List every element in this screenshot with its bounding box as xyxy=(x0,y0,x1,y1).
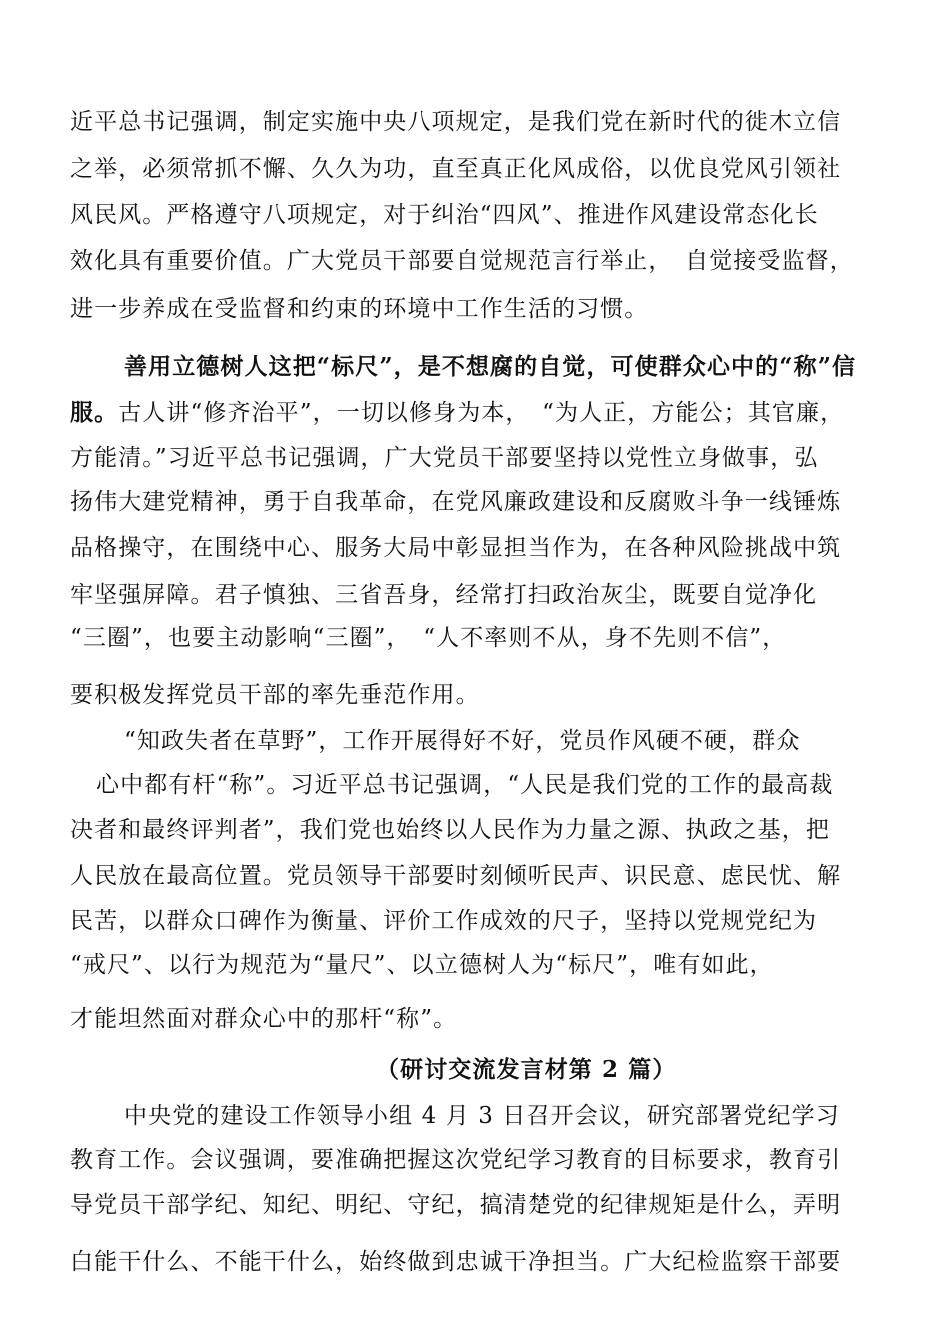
paragraph-line: 心中都有杆“称”。习近平总书记强调，“人民是我们党的工作的最高裁 xyxy=(96,772,834,798)
paragraph-line: “三圈”，也要主动影响“三圈”， “人不率则不从，身不先则不信”， xyxy=(70,625,787,651)
paragraph-line: 导党员干部学纪、知纪、明纪、守纪，搞清楚党的纪律规矩是什么，弄明 xyxy=(70,1192,842,1218)
paragraph-line: 效化具有重要价值。广大党员干部要自觉规范言行举止， 自觉接受监督， xyxy=(70,248,854,274)
paragraph-line: 民苦，以群众口碑作为衡量、评价工作成效的尺子，坚持以党规党纪为 xyxy=(70,908,818,934)
paragraph-line: 近平总书记强调，制定实施中央八项规定，是我们党在新时代的徙木立信 xyxy=(70,109,842,135)
paragraph-line: 方能清。”习近平总书记强调，广大党员干部要坚持以党性立身做事，弘 xyxy=(70,445,819,471)
paragraph-line: 白能干什么、不能干什么，始终做到忠诚干净担当。广大纪检监察干部要 xyxy=(70,1249,842,1275)
paragraph-line: “知政失者在草野”，工作开展得好不好，党员作风硬不硬，群众 xyxy=(124,728,801,754)
paragraph-line: 教育工作。会议强调，要准确把握这次党纪学习教育的目标要求，教育引 xyxy=(70,1147,842,1173)
paragraph-line: 牢坚强屏障。君子慎独、三省吾身，经常打扫政治灰尘，既要自觉净化 xyxy=(70,582,818,608)
paragraph-line-mixed xyxy=(70,398,844,428)
paragraph-line: 古人讲“修齐治平”，一切以修身为本， “为人正，方能公；其官廉， xyxy=(118,400,845,426)
paragraph-line: 进一步养成在受监督和约束的环境中工作生活的习惯。 xyxy=(70,296,649,322)
paragraph-line: 之举，必须常抓不懈、久久为功，直至真正化风成俗，以优良党风引领社 xyxy=(70,156,842,182)
paragraph-line: 风民风。严格遵守八项规定，对于纠治“四风”、推进作风建设常态化长 xyxy=(70,202,819,228)
paragraph-line: 要积极发挥党员干部的率先垂范作用。 xyxy=(70,682,480,708)
bold-lead-sentence-end: 服。 xyxy=(70,399,119,426)
paragraph-line: 扬伟大建党精神，勇于自我革命，在党风廉政建设和反腐败斗争一线锤炼 xyxy=(70,489,842,515)
paragraph-line: 品格操守，在围绕中心、服务大局中彰显担当作为，在各种风险挑战中筑 xyxy=(70,535,842,561)
paragraph-line: 决者和最终评判者”，我们党也始终以人民作为力量之源、执政之基，把 xyxy=(70,817,830,843)
paragraph-line: 人民放在最高位置。党员领导干部要时刻倾听民声、识民意、虑民忧、解 xyxy=(70,863,842,889)
paragraph-line: 才能坦然面对群众心中的那杆“称”。 xyxy=(70,1006,458,1032)
section-heading: （研讨交流发言材第 2 篇） xyxy=(376,1056,677,1083)
paragraph-line: 中央党的建设工作领导小组 4 月 3 日召开会议，研究部署党纪学习 xyxy=(124,1103,840,1129)
bold-lead-sentence: 善用立德树人这把“标尺”，是不想腐的自觉，可使群众心中的“称”信 xyxy=(124,353,857,380)
paragraph-line: “戒尺”、以行为规范为“量尺”、以立德树人为“标尺”，唯有如此， xyxy=(70,952,774,978)
